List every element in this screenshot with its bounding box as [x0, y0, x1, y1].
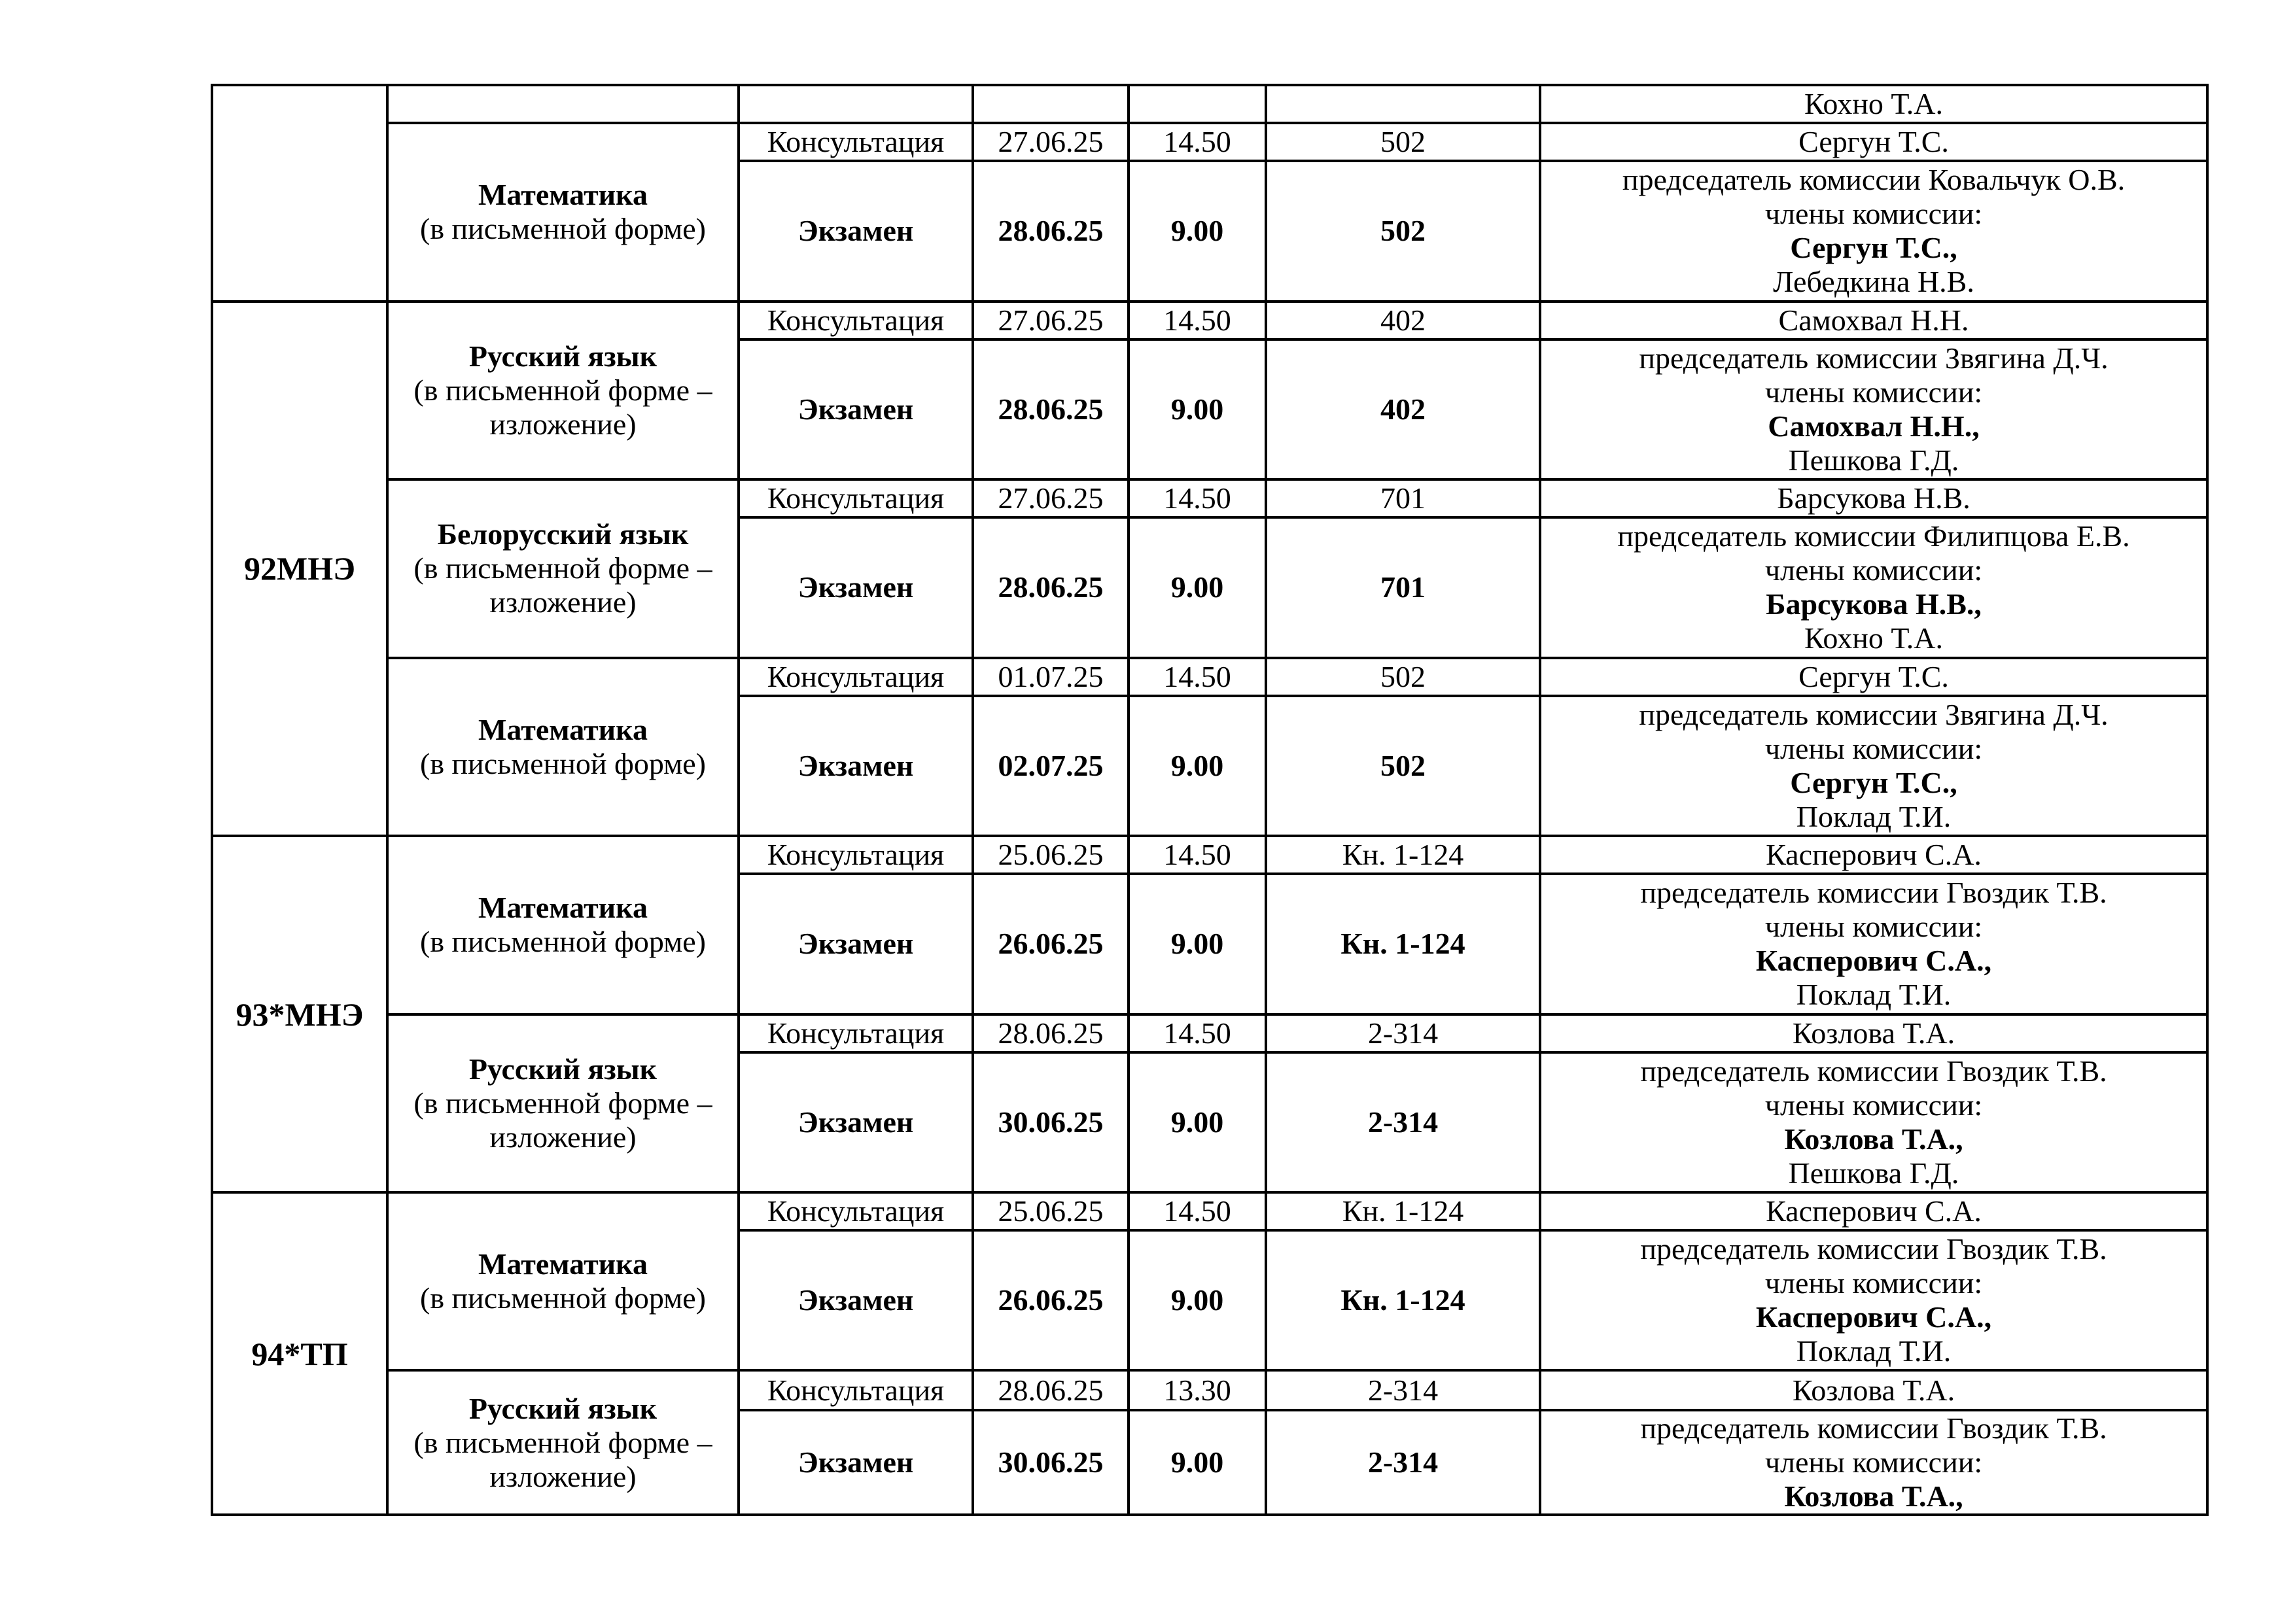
consultation-label: Консультация [739, 1370, 973, 1409]
consultation-time: 14.50 [1129, 658, 1266, 696]
consultation-time: 14.50 [1129, 302, 1266, 339]
commission-member-main: Козлова Т.А., [1784, 1122, 1963, 1156]
exam-room: 502 [1266, 161, 1540, 301]
commission-member-main: Барсукова Н.В., [1766, 587, 1982, 621]
exam-room: 402 [1266, 339, 1540, 479]
consultation-room: Кн. 1-124 [1266, 836, 1540, 874]
exam-room: Кн. 1-124 [1266, 874, 1540, 1014]
consultation-date: 28.06.25 [973, 1370, 1129, 1409]
exam-label: Экзамен [739, 1230, 973, 1370]
exam-date: 30.06.25 [973, 1052, 1129, 1192]
consultation-teacher: Барсукова Н.В. [1540, 479, 2207, 517]
consultation-row [212, 1370, 2207, 1409]
commission-chair: председатель комиссии Гвоздик Т.В. [1640, 1232, 2107, 1266]
exam-room: 701 [1266, 517, 1540, 657]
consultation-room: Кн. 1-124 [1266, 1192, 1540, 1230]
consultation-teacher: Сергун Т.С. [1540, 123, 2207, 161]
exam-time: 9.00 [1129, 1052, 1266, 1192]
consultation-row [212, 658, 2207, 696]
commission-chair: председатель комиссии Филипцова Е.В. [1617, 519, 2130, 553]
subject-cell [387, 658, 739, 836]
exam-room: 2-314 [1266, 1410, 1540, 1515]
exam-commission [1540, 517, 2207, 657]
commission-members-label: члены комиссии: [1764, 1445, 1983, 1479]
consultation-time: 14.50 [1129, 836, 1266, 874]
exam-room: Кн. 1-124 [1266, 1230, 1540, 1370]
subject-name: Математика [478, 891, 648, 925]
subject-form: (в письменной форме – изложение) [413, 1425, 712, 1493]
group-cell: 93*МНЭ [212, 836, 387, 1192]
group-cell: 94*ТП [212, 1192, 387, 1515]
exam-label: Экзамен [739, 161, 973, 301]
consultation-row [212, 1192, 2207, 1230]
consultation-room: 2-314 [1266, 1370, 1540, 1409]
subject-cell [387, 1192, 739, 1370]
exam-schedule-table [211, 84, 2209, 1516]
commission-members-label: члены комиссии: [1764, 1266, 1983, 1300]
commission-member-main: Самохвал Н.Н., [1768, 409, 1980, 443]
time-cell-empty [1129, 85, 1266, 123]
exam-date: 28.06.25 [973, 517, 1129, 657]
consultation-label: Консультация [739, 1192, 973, 1230]
subject-cell [387, 479, 739, 657]
consultation-date: 27.06.25 [973, 302, 1129, 339]
consultation-row [212, 836, 2207, 874]
subject-form: (в письменной форме) [420, 746, 706, 780]
exam-commission [1540, 696, 2207, 836]
exam-date: 28.06.25 [973, 339, 1129, 479]
subject-form: (в письменной форме) [420, 1281, 706, 1315]
commission-chair: председатель комиссии Звягина Д.Ч. [1639, 341, 2109, 375]
commission-members-label: члены комиссии: [1764, 553, 1983, 587]
consultation-time: 14.50 [1129, 123, 1266, 161]
consultation-label: Консультация [739, 479, 973, 517]
commission-chair: председатель комиссии Гвоздик Т.В. [1640, 876, 2107, 910]
exam-date: 30.06.25 [973, 1410, 1129, 1515]
type-cell-empty [739, 85, 973, 123]
subject-form: (в письменной форме – изложение) [413, 373, 712, 441]
subject-cell [387, 836, 739, 1014]
exam-time: 9.00 [1129, 1230, 1266, 1370]
consultation-room: 2-314 [1266, 1014, 1540, 1052]
consultation-room: 701 [1266, 479, 1540, 517]
consultation-room: 402 [1266, 302, 1540, 339]
commission-members-label: члены комиссии: [1764, 910, 1983, 944]
subject-name: Русский язык [468, 339, 657, 373]
commission-chair: председатель комиссии Гвоздик Т.В. [1640, 1054, 2107, 1088]
exam-room: 2-314 [1266, 1052, 1540, 1192]
subject-name: Русский язык [468, 1391, 657, 1425]
consultation-row [212, 302, 2207, 339]
exam-time: 9.00 [1129, 339, 1266, 479]
exam-time: 9.00 [1129, 1410, 1266, 1515]
consultation-teacher: Касперович С.А. [1540, 1192, 2207, 1230]
consultation-row [212, 1014, 2207, 1052]
subject-form: (в письменной форме) [420, 925, 706, 959]
exam-commission [1540, 1230, 2207, 1370]
commission-member-other: Лебедкина Н.В. [1773, 265, 1974, 299]
consultation-room: 502 [1266, 658, 1540, 696]
exam-commission [1540, 339, 2207, 479]
commission-members-label: члены комиссии: [1764, 1088, 1983, 1122]
commission-members-label: члены комиссии: [1764, 731, 1983, 765]
exam-time: 9.00 [1129, 517, 1266, 657]
consultation-row [212, 123, 2207, 161]
consultation-date: 01.07.25 [973, 658, 1129, 696]
commission-member-other: Поклад Т.И. [1796, 1334, 1952, 1368]
subject-cell [387, 302, 739, 479]
consultation-teacher: Самохвал Н.Н. [1540, 302, 2207, 339]
exam-label: Экзамен [739, 696, 973, 836]
exam-date: 26.06.25 [973, 874, 1129, 1014]
commission-member-main: Сергун Т.С., [1790, 231, 1957, 265]
group-cell [212, 85, 387, 302]
commission-member-other: Пешкова Г.Д. [1788, 443, 1959, 477]
consultation-label: Консультация [739, 123, 973, 161]
subject-name: Математика [478, 712, 648, 746]
consultation-date: 25.06.25 [973, 1192, 1129, 1230]
subject-cell [387, 123, 739, 301]
exam-label: Экзамен [739, 874, 973, 1014]
commission-member-main: Козлова Т.А., [1784, 1479, 1963, 1513]
exam-room: 502 [1266, 696, 1540, 836]
exam-commission [1540, 874, 2207, 1014]
consultation-date: 25.06.25 [973, 836, 1129, 874]
exam-label: Экзамен [739, 1052, 973, 1192]
exam-schedule-body [212, 85, 2207, 1515]
consultation-date: 27.06.25 [973, 479, 1129, 517]
consultation-time: 14.50 [1129, 1014, 1266, 1052]
subject-cell-empty [387, 85, 739, 123]
date-cell-empty [973, 85, 1129, 123]
subject-name: Русский язык [468, 1052, 657, 1086]
exam-commission [1540, 1052, 2207, 1192]
consultation-teacher: Козлова Т.А. [1540, 1370, 2207, 1409]
commission-member-main: Касперович С.А., [1755, 1300, 1992, 1334]
subject-name: Математика [478, 178, 648, 212]
exam-time: 9.00 [1129, 161, 1266, 301]
subject-name: Математика [478, 1247, 648, 1281]
consultation-teacher: Сергун Т.С. [1540, 658, 2207, 696]
exam-commission [1540, 1410, 2207, 1515]
subject-form: (в письменной форме) [420, 212, 706, 246]
consultation-date: 28.06.25 [973, 1014, 1129, 1052]
room-cell-empty [1266, 85, 1540, 123]
commission-member-other: Кохно Т.А. [1804, 621, 1944, 655]
consultation-time: 14.50 [1129, 479, 1266, 517]
consultation-teacher: Касперович С.А. [1540, 836, 2207, 874]
exam-label: Экзамен [739, 339, 973, 479]
commission-chair: председатель комиссии Ковальчук О.В. [1622, 163, 2126, 197]
consultation-room: 502 [1266, 123, 1540, 161]
commission-members-label: члены комиссии: [1764, 197, 1983, 231]
exam-date: 26.06.25 [973, 1230, 1129, 1370]
consultation-label: Консультация [739, 658, 973, 696]
consultation-label: Консультация [739, 302, 973, 339]
examiner-cell: Кохно Т.А. [1540, 85, 2207, 123]
commission-member-other: Поклад Т.И. [1796, 978, 1952, 1012]
group-cell: 92МНЭ [212, 302, 387, 836]
continuation-row [212, 85, 2207, 123]
commission-member-main: Касперович С.А., [1755, 944, 1992, 978]
commission-chair: председатель комиссии Гвоздик Т.В. [1640, 1411, 2107, 1445]
subject-form: (в письменной форме – изложение) [413, 1086, 712, 1154]
exam-time: 9.00 [1129, 696, 1266, 836]
commission-member-other: Пешкова Г.Д. [1788, 1156, 1959, 1190]
exam-commission [1540, 161, 2207, 301]
exam-label: Экзамен [739, 517, 973, 657]
exam-date: 02.07.25 [973, 696, 1129, 836]
exam-date: 28.06.25 [973, 161, 1129, 301]
consultation-label: Консультация [739, 836, 973, 874]
subject-cell [387, 1370, 739, 1515]
consultation-label: Консультация [739, 1014, 973, 1052]
subject-name: Белорусский язык [437, 517, 689, 551]
consultation-date: 27.06.25 [973, 123, 1129, 161]
exam-time: 9.00 [1129, 874, 1266, 1014]
commission-members-label: члены комиссии: [1764, 375, 1983, 409]
subject-cell [387, 1014, 739, 1192]
consultation-row [212, 479, 2207, 517]
commission-member-other: Поклад Т.И. [1796, 799, 1952, 833]
commission-chair: председатель комиссии Звягина Д.Ч. [1639, 697, 2109, 731]
commission-member-main: Сергун Т.С., [1790, 765, 1957, 799]
subject-form: (в письменной форме – изложение) [413, 551, 712, 619]
consultation-teacher: Козлова Т.А. [1540, 1014, 2207, 1052]
exam-label: Экзамен [739, 1410, 973, 1515]
consultation-time: 13.30 [1129, 1370, 1266, 1409]
consultation-time: 14.50 [1129, 1192, 1266, 1230]
